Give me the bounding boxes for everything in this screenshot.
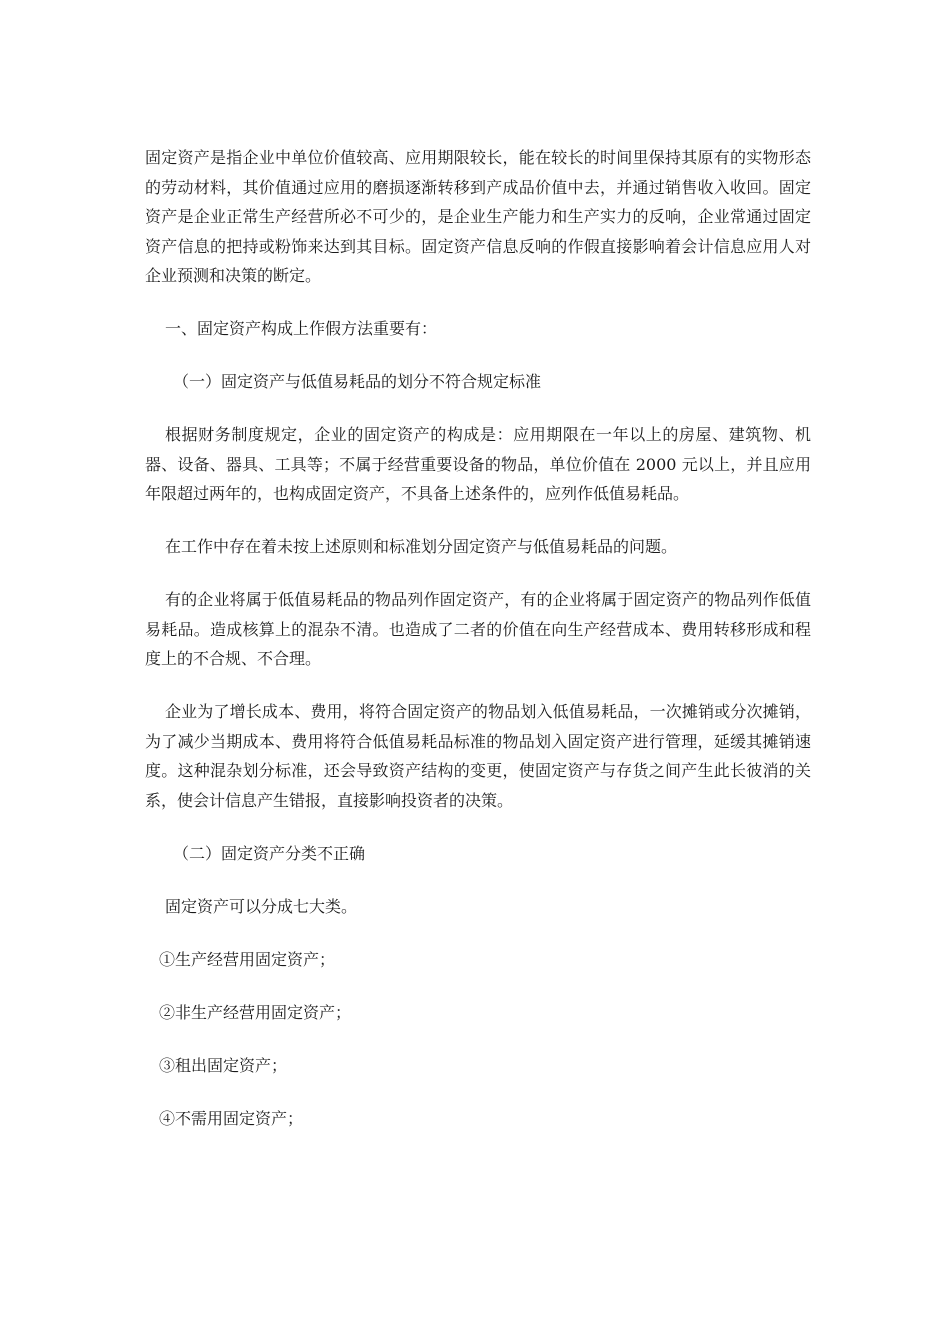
list-item: ①生产经营用固定资产； [159, 949, 336, 969]
paragraph-seven-categories: 固定资产可以分成七大类。 [165, 896, 358, 916]
paragraph-classification-rule: 根据财务制度规定，企业的固定资产的构成是：应用期限在一年以上的房屋、建筑物、机器、设备、器具、工具等；不属于经营重要设备的物品，单位价值在 2000 元以上，并且应用年限超过两年的，也构成固定资产，不具备上述条件的，应列作低值易耗品。 [145, 425, 811, 503]
paragraph-cost-manipulation: 企业为了增长成本、费用，将符合固定资产的物品划入低值易耗品，一次摊销或分次摊销，为了减少当期成本、费用将符合低值易耗品标准的物品划入固定资产进行管理，延缓其摊销速度。这种混杂划分标准，还会导致资产结构的变更，使固定资产与存货之间产生此长彼消的关系，使会计信息产生错报，直接影响投资者的决策。 [145, 702, 811, 810]
subsection-heading-1: （一）固定资产与低值易耗品的划分不符合规定标准 [173, 372, 542, 391]
list-item: ②非生产经营用固定资产； [159, 1002, 352, 1022]
list-item: ④不需用固定资产； [159, 1108, 304, 1128]
paragraph-problem-statement: 在工作中存在着未按上述原则和标准划分固定资产与低值易耗品的问题。 [165, 537, 678, 556]
section-heading-1: 一、固定资产构成上作假方法重要有： [165, 319, 438, 338]
list-item: ③租出固定资产； [159, 1055, 288, 1075]
intro-paragraph: 固定资产是指企业中单位价值较高、应用期限较长，能在较长的时间里保持其原有的实物形态的劳动材料，其价值通过应用的磨损逐渐转移到产成品价值中去，并通过销售收入收回。固定资产是企业正常生产经营所必不可少的，是企业生产能力和生产实力的反响，企业常通过固定资产信息的把持或粉饰来达到其目标。固定资产信息反响的作假直接影响着会计信息应用人对企业预测和决策的断定。 [145, 148, 811, 285]
document-body [145, 143, 811, 1157]
paragraph-misclassification: 有的企业将属于低值易耗品的物品列作固定资产，有的企业将属于固定资产的物品列作低值易耗品。造成核算上的混杂不清。也造成了二者的价值在向生产经营成本、费用转移形成和程度上的不合规、不合理。 [145, 590, 811, 668]
subsection-heading-2: （二）固定资产分类不正确 [173, 843, 366, 863]
